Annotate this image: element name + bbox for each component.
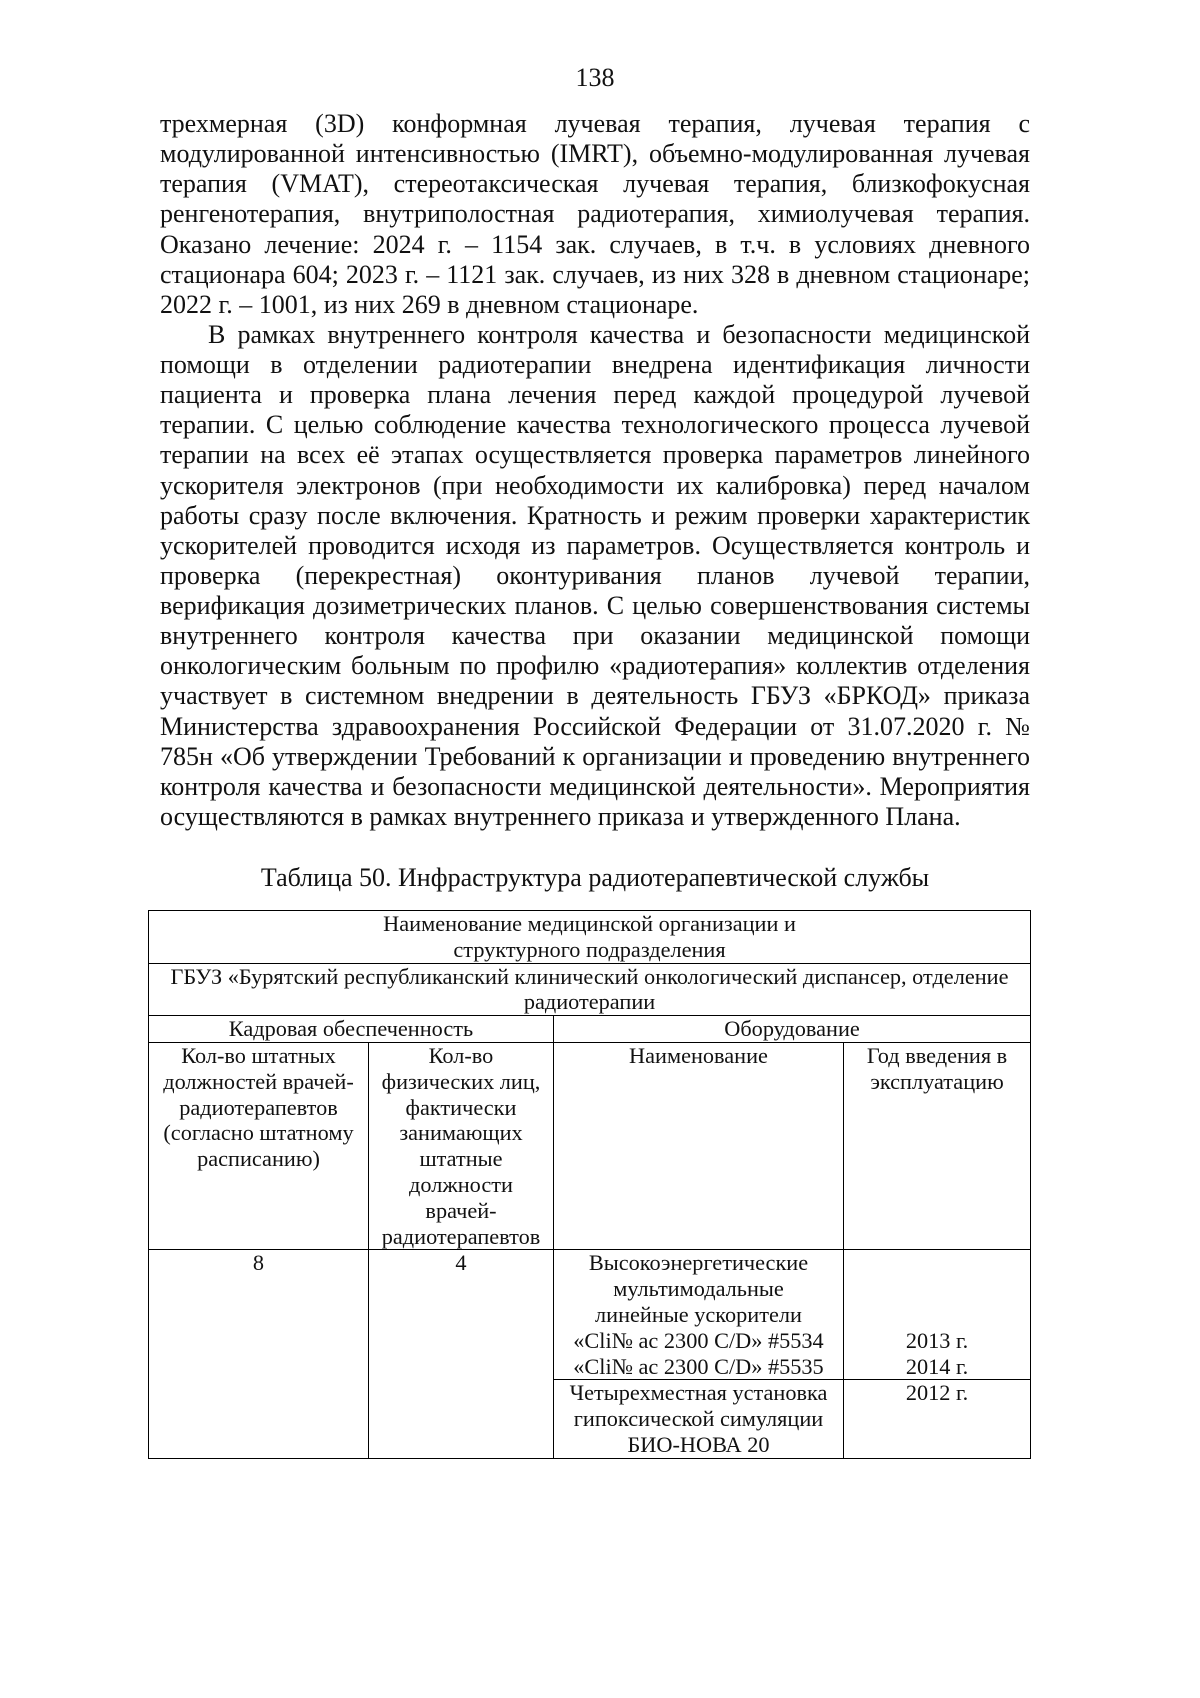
radiotherapy-infrastructure-table [148,910,1031,1459]
paragraph-quality-control [160,320,1030,832]
equipment-unit-model: «Cli№ ac 2300 C/D» #5534 [573,1327,824,1353]
commission-year-cell: 2012 г. [844,1380,1031,1458]
page-number: 138 [575,63,615,92]
equipment-name-cell [554,1250,844,1380]
staffing-group-header: Кадровая обеспеченность [149,1016,554,1043]
table-row [149,1042,1031,1249]
staff-persons-header: Кол-во физических лиц, фактически занимающих штатные должности врачей- радиотерапевтов [369,1042,554,1249]
text-line: участвует в системном внедрении в деятельность ГБУЗ «БРКОД» приказа [160,681,1030,711]
staff-positions-header: Кол-во штатных должностей врачей- радиотерапевтов (согласно штатному расписанию) [149,1042,369,1249]
text-line: 2022 г. – 1001, из них 269 в дневном стационаре. [160,289,699,319]
table-row [149,1016,1031,1043]
text-line: проверка (перекрестная) оконтуривания планов лучевой терапии, [160,560,1030,590]
paragraph-treatment-summary [160,109,1030,320]
text-line: трехмерная (3D) конформная лучевая терапия, лучевая терапия с [160,109,1030,138]
org-name-cell: ГБУЗ «Бурятский республиканский клинический онкологический диспансер, отделение радиотерапии [149,963,1031,1016]
text-line: внутреннего контроля качества при оказании медицинской помощи [160,621,1030,651]
text-line: терапия (VMAT), стереотаксическая лучевая терапия, близкофокусная [160,169,1030,199]
text-line: ускорителей проводится исходя из параметров. Осуществляется контроль и [160,530,1030,560]
text-line: модулированной интенсивностью (IMRT), объемно-модулированная лучевая [160,139,1030,169]
text-line: стационара 604; 2023 г. – 1121 зак. случаев, из них 328 в дневном стационаре; [160,259,1030,289]
commission-year-header: Год введения в эксплуатацию [844,1042,1031,1249]
equipment-name: Высокоэнергетические мультимодальные линейные ускорители [588,1250,809,1327]
text-line: Оказано лечение: 2024 г. – 1154 зак. случаев, в т.ч. в условиях дневного [160,229,1030,259]
commission-year: 2013 г. [905,1327,969,1353]
text-line: 785н «Об утверждении Требований к организации и проведению внутреннего [160,741,1030,771]
text-line: контроля качества и безопасности медицинской деятельности». Мероприятия [160,771,1030,801]
org-header-cell: Наименование медицинской организации и структурного подразделения [149,911,1031,964]
equipment-group-header: Оборудование [554,1016,1031,1043]
equipment-unit-model: «Cli№ ac 2300 C/D» #5535 [573,1353,824,1379]
text-line: Министерства здравоохранения Российской Федерации от 31.07.2020 г. № [160,711,1030,741]
table-row [149,963,1031,1016]
staff-positions-value: 8 [149,1250,369,1458]
text-line: ускорителя электронов (при необходимости их калибровка) перед началом [160,470,1030,500]
equipment-name-cell: Четырехместная установка гипоксической симуляции БИО-НОВА 20 [554,1380,844,1458]
text-line: ренгенотерапия, внутриполостная радиотерапия, химиолучевая терапия. [160,199,1030,229]
table-row [149,1250,1031,1380]
text-line: верификация дозиметрических планов. С целью совершенствования системы [160,591,1030,620]
commission-year-cell [844,1250,1031,1380]
text-line: онкологическим больным по профилю «радиотерапия» коллектив отделения [160,651,1030,681]
commission-year: 2014 г. [905,1353,969,1379]
staff-persons-value: 4 [369,1250,554,1458]
text-line: пациента и проверка плана лечения перед каждой процедурой лучевой [160,380,1030,410]
body-text [160,109,1030,832]
text-line: терапии на всех её этапах осуществляется проверка параметров линейного [160,440,1030,470]
table-caption: Таблица 50. Инфраструктура радиотерапевтической службы [260,863,930,892]
table-row [149,911,1031,964]
text-line: работы сразу после включения. Кратность и режим проверки характеристик [160,500,1030,530]
text-line: В рамках внутреннего контроля качества и безопасности медицинской [208,319,1030,349]
text-line: терапии. С целью соблюдение качества технологического процесса лучевой [160,410,1030,440]
text-line: помощи в отделении радиотерапии внедрена идентификация личности [160,350,1030,379]
equipment-name-header: Наименование [554,1042,844,1249]
text-line: осуществляются в рамках внутреннего приказа и утвержденного Плана. [160,801,961,831]
